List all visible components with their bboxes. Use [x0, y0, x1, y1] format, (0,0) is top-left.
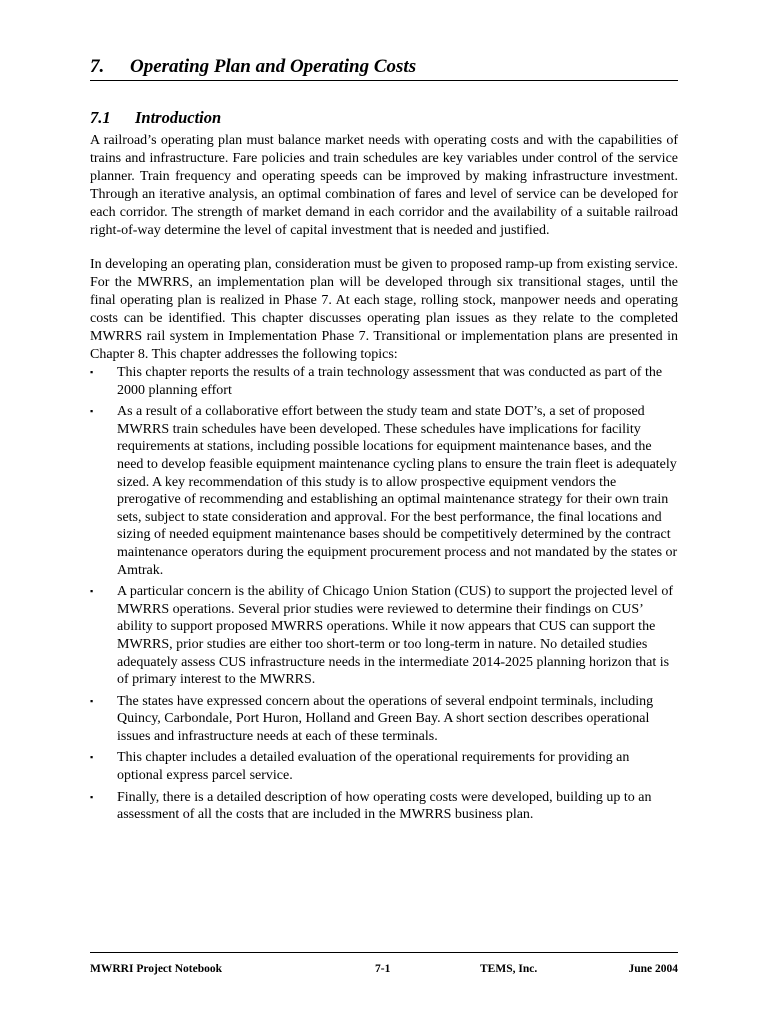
paragraph: In developing an operating plan, consideration must be given to proposed ramp-up from existing service. For the MWRRS, an implementation plan will be developed through six transitional stages, until the final operating plan is realized in Phase 7. At each stage, rolling stock, manpower needs and operating costs can be identified. This chapter discusses operating plan issues as they relate to the completed MWRRS rail system in Implementation Phase 7. Transitional or implementation plans are presented in Chapter 8. This chapter addresses the following topics: — [90, 257, 678, 362]
footer-date: June 2004 — [628, 963, 678, 975]
footer-page-number: 7-1 — [375, 963, 391, 975]
bullet-icon: ▪ — [90, 695, 94, 706]
list-item-text: Finally, there is a detailed description of how operating costs were developed, building up to an assessment of all the costs that are included in the MWRRS business plan. — [117, 789, 652, 823]
list-item-text: As a result of a collaborative effort between the study team and state DOT’s, a set of proposed MWRRS train schedules have been developed. These schedules have implications for facility requirements at stations, including possible locations for equipment maintenance bases, and the need to develop feasible equipment maintenance cycling plans to ensure the train fleet is adequately sized. A key recommendation of this study is to allow prospective equipment vendors the prerogative of recommending and establishing an optimal maintenance strategy for their own train sets, subject to state consideration and approval. For the best performance, the final locations and sizing of needed equipment maintenance bases should be competitively determined by the contract maintenance operators during the equipment procurement process and not mandated by the states or Amtrak. — [117, 404, 678, 578]
chapter-number: 7. — [90, 56, 105, 77]
list-item — [90, 403, 678, 579]
list-item — [90, 693, 678, 746]
footer-project-name: MWRRI Project Notebook — [90, 963, 223, 975]
footer-company: TEMS, Inc. — [480, 963, 538, 975]
bullet-icon: ▪ — [90, 791, 94, 802]
bullet-icon: ▪ — [90, 367, 94, 377]
bullet-icon: ▪ — [90, 752, 94, 763]
section-heading — [90, 108, 221, 128]
section-number: 7.1 — [90, 108, 111, 127]
bullet-icon: ▪ — [90, 406, 94, 417]
topics-list — [90, 364, 678, 824]
paragraph: A railroad’s operating plan must balance market needs with operating costs and with the capabilities of trains and infrastructure. Fare policies and train schedules are key variables under control of the service planner. Train frequency and operating speeds can be improved by making infrastructure investment. Through an iterative analysis, an optimal combination of fares and level of service can be developed for each corridor. The strength of market demand in each corridor and the availability of a suitable railroad right-of-way determine the level of capital investment that is needed and justified. — [90, 133, 678, 238]
chapter-title: Operating Plan and Operating Costs — [130, 56, 417, 77]
list-item — [90, 789, 678, 824]
body-text — [90, 132, 678, 828]
list-item — [90, 583, 678, 689]
list-item-text: This chapter includes a detailed evaluation of the operational requirements for providing an optional express parcel service. — [117, 750, 630, 784]
list-item-text: The states have expressed concern about the operations of several endpoint terminals, including Quincy, Carbondale, Port Huron, Holland and Green Bay. A short section describes operational issues and infrastructure needs at each of these terminals. — [117, 693, 654, 744]
list-item — [90, 749, 678, 784]
document-page — [90, 0, 678, 1024]
bullet-icon: ▪ — [90, 586, 94, 597]
chapter-heading — [90, 56, 678, 81]
list-item-text: This chapter reports the results of a train technology assessment that was conducted as part of the 2000 planning effort — [117, 365, 663, 398]
section-title: Introduction — [135, 108, 222, 127]
list-item — [90, 364, 678, 399]
list-item-text: A particular concern is the ability of Chicago Union Station (CUS) to support the projected level of MWRRS operations. Several prior studies were reviewed to determine their findings on CUS’ ability to support proposed MWRRS operations. While it now appears that CUS can support the MWRRS, prior studies are either too short-term or too long-term in nature. No detailed studies adequately assess CUS infrastructure needs in the intermediate 2014-2025 planning horizon that is of primary interest to the MWRRS. — [117, 584, 673, 688]
page-footer — [90, 952, 678, 975]
